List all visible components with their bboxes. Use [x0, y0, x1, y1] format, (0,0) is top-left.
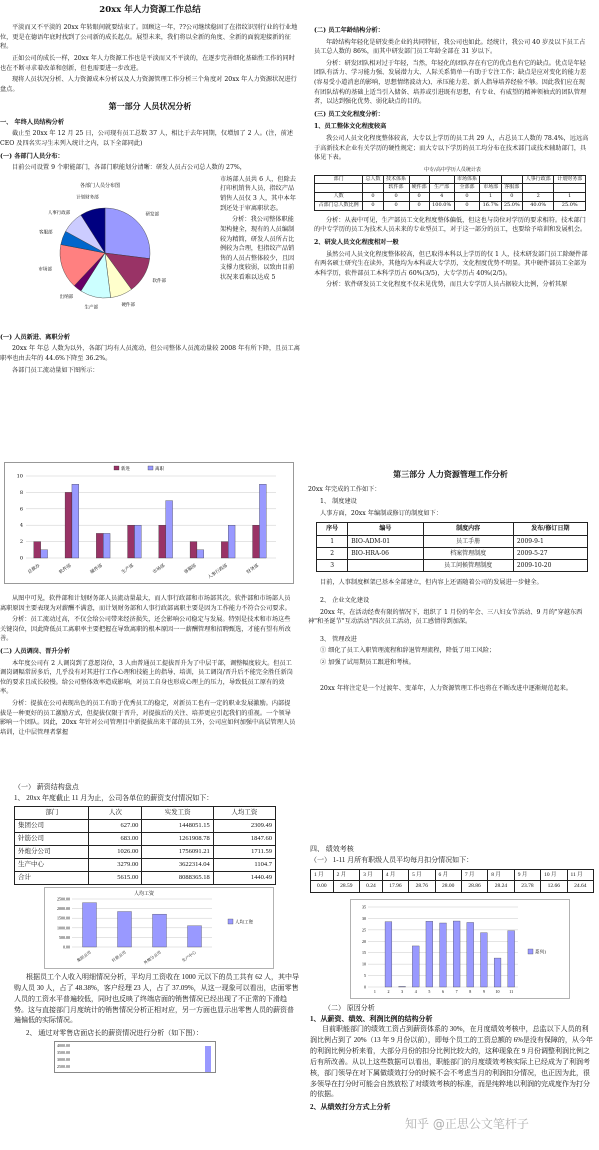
wage-ytick: 2000.00: [57, 906, 70, 912]
cause-paragraph: 目前职能部门的绩效工资占到薪资体系的 30%，在月度绩效考核中，总监以下人员的利润比例占到了 20%（13 年 9 月份以前），即每个员工的工资总额的 6%是没有保障的，从今年的利润比例分析来看，大部分月份的扣分比例比较大的，这种现象在 9 月份调整利润比例之后有所改善。从以上这些数据可以看出，职能部门的月度绩效考核实际上已经成为了利润考核，部门领导在对下属做绩效打分的时候不会不考虑当月的利润扣分情况，也正因为此，很多领导在打分时可能会自然放松了对绩效考核的标准，而是纯粹地以利润的完成度作为打分的依据。: [310, 1025, 593, 1099]
salary-cell: 1261908.78: [142, 832, 213, 845]
flow-bar-1-4: [166, 501, 173, 558]
flow-xlabel: 生产部: [121, 563, 135, 576]
store-manager-intro: 2、 通过对零售店面店长的薪资情况进行分析（如下图）：: [26, 1029, 203, 1038]
score-value: 28.24: [488, 881, 514, 893]
edu-row: [315, 201, 586, 210]
flow-bar-1-5: [197, 550, 204, 558]
policy-cell: [348, 560, 423, 572]
salary-cell: 683.00: [89, 832, 142, 845]
edu-cell: 全部部: [454, 184, 480, 193]
perf-ytick: 20: [362, 938, 366, 944]
flow-xlabel: 硬件部: [89, 563, 104, 576]
wage-ytick: 1000.00: [57, 925, 70, 931]
education-table-title: 中专/高中学历人员统计表: [424, 166, 481, 173]
salary-cell: 1104.7: [213, 858, 275, 871]
pie-label-6: 客服部: [38, 230, 53, 236]
perf-bar-6: [453, 921, 460, 987]
score-month: 7 月: [461, 869, 487, 881]
flow-xlabel: 财务部: [246, 563, 260, 576]
avg-wage-chart: [44, 887, 274, 969]
salary-cell: 合计: [15, 872, 89, 885]
salary-row: [15, 858, 276, 871]
salary-cell: 1847.60: [213, 832, 275, 845]
salary-row: [15, 819, 276, 832]
salary-cell: 8088365.18: [142, 872, 213, 885]
performance-heading: 四、 绩效考核: [310, 845, 354, 853]
pie-slice-0: [105, 208, 150, 259]
flow-bar-1-2: [103, 533, 110, 558]
edu-cell: 生产部: [429, 184, 454, 193]
edu-cell: 1: [554, 193, 586, 202]
flow-ytick: 10: [16, 473, 23, 480]
structure-analysis: 分析：我公司整体职能架构健全，现有的人员编制较为精简，研发人员所占比例较为合理，但指纹产品销售的人员占整体较少，且因支撑力度较弱，以致由目前状况来看难以达成 5: [220, 216, 295, 281]
wage-analysis: 根据员工个人收入明细情况分析，平均月工资收在 1000 元以下的员工共有 62 人，其中导购人员 30 人，占了 48.38%，客户经理 23 人，占了 37.09%，从这一现象可以看出，店面零售人员的工资水平普遍较低，同时也反映了终端店面的销售情况已经出现了不正常的下滑趋势。这与直接部门月度统计的销售情况分析正相对应，另一方面也显示出零售人员的薪资普遍偏低的实际情况。: [14, 973, 299, 1025]
salary-cell: 外炮分公司: [15, 845, 89, 858]
edu-cell: [554, 184, 586, 193]
edu-cell: [409, 175, 429, 184]
perf-ytick: 5: [364, 972, 366, 978]
edu-cell: 总人数: [363, 175, 383, 184]
wage-ytick: 2500.00: [57, 896, 70, 902]
policy-cell: 员工问候管理制度: [423, 560, 513, 572]
transfer-analysis: 分析：提拔在公司表现出色的员工有助于优秀员工的稳定，对新员工也有一定的职业发展激励。内部提拔是一种更好的员工激励方式，但提拔仅限于晋升，对提拔后的关注、培养更应引起我们的重视。一个领导影响一个团队。因此，20xx 年针对公司管理目中新提拔出来干部的员工外，公司应如何加强中高层管理人员培训，让中层管理者掌握: [0, 700, 296, 736]
policy-cell: 2009-9-1: [513, 535, 587, 547]
policy-cell: 1: [317, 535, 348, 547]
perf-bar-2: [399, 986, 406, 987]
score-month: 6 月: [435, 869, 461, 881]
wage-xlabel: 生产中心: [180, 949, 197, 964]
flow-legend-swatch: [148, 466, 153, 470]
cause-sub-1: 1、从薪资、绩效、利润比例的结构分析: [310, 1014, 433, 1023]
edu-cell: 技术体系: [383, 175, 409, 184]
edu-cell: [363, 184, 383, 193]
mgr-ytick: 3000.00: [57, 1057, 70, 1063]
edu-cell: 0: [454, 193, 480, 202]
avg-wage-chart-title: 人均工资: [134, 892, 155, 898]
perf-bar-9: [494, 958, 501, 987]
salary-cell: 生产中心: [15, 858, 89, 871]
score-value: 17.96: [382, 881, 408, 893]
salary-cell: 3622314.04: [142, 858, 213, 871]
flow-xlabel: 软件部: [58, 563, 73, 576]
age-paragraph: 年龄结构年轻化是研发类企业的共同特征，我公司也如此。经统计，我公司 40 岁及以下员工占员工总人数的 86%，而其中研发部门员工年龄全部在 31 岁以下。: [314, 38, 586, 56]
score-month: 1 月: [311, 869, 334, 881]
performance-intro: （一） 1-11 月所有职级人员平均每月扣分情况如下：: [310, 855, 474, 864]
wage-ytick: 500.00: [59, 934, 70, 940]
rd-education-analysis: 分析：软件研发员工文化程度不仅未见优势，而且大专学历人员占据较大比例，分析其原: [326, 281, 568, 289]
perf-xlabel: 6: [442, 988, 444, 994]
edu-cell: 0: [383, 193, 409, 202]
page-1-summary: [0, 0, 300, 442]
flow-legend-label: 新进: [121, 467, 130, 472]
performance-legend: 系列1: [535, 949, 547, 955]
improvement-heading: 3、 管理改进: [320, 635, 357, 643]
salary-row: [15, 872, 276, 885]
pie-label-3: 生产部: [84, 305, 99, 311]
age-analysis: 分析：研发团队相对过于年轻，当然，年轻化的团队存在有它的优点也有它的缺点。优点是年轻团队有活力、学习能力强、发展潜力大、人际关系简单一有助于专注工作；缺点是应对变化的能力差(容易受小道消息的影响，思想情绪波动大)、承压能力差、新人指导培养经验不够。因此我们应在现有团队结构的基础上适当引入储备、培养或引进既有思想，有专业、有威望的精神领袖式的团队管理者，以达到强化优势、弱化缺点的目的。: [314, 59, 587, 106]
rd-education-paragraph: 虽然公司人员文化程度整体较高，但已取得本科以上学历的仅 1 人，技术研发部门员工除硬件部有两名硕士研究生在读外，其他均为本科或大专学历，文化程度优势不明显。其中硬件部员工全部为本科学历，软件部员工本科学历占 60%(3/5)，大专学历占 40%(2/5)。: [314, 250, 588, 277]
intro-paragraph-1: 平淡而又不平淡的 20xx 年转眼间就要结束了。回顾这一年，??公司继续稳固了在指纹识别行业的行业地位，更是在德语年底时找到了公司新的成长起点。展望未来，我们将以全新的角度、全新的面貌迎接新的征程。: [0, 24, 298, 51]
edu-cell: 计划财务部: [554, 175, 586, 184]
salary-col-avg: 人均工资: [213, 806, 275, 819]
flow-ytick: 8: [19, 489, 23, 496]
edu-cell: 0: [409, 201, 429, 210]
edu-cell: 2: [522, 193, 554, 202]
score-month: 8 月: [488, 869, 514, 881]
watermark: 知乎 @正思公文笔杆子: [405, 1117, 529, 1131]
score-month: 2 月: [333, 869, 359, 881]
policy-table: [316, 522, 588, 572]
flow-bar-1-1: [72, 484, 79, 558]
flow-legend-swatch: [114, 466, 119, 470]
perf-xlabel: 10: [495, 988, 500, 994]
pie-label-5: 市场部: [38, 267, 52, 273]
mgr-ytick: 3500.00: [57, 1050, 70, 1056]
part-3-heading: 第三部分 人力资源管理工作分析: [393, 469, 508, 479]
perf-xlabel: 2: [387, 988, 390, 994]
part-1-heading: 第一部分 人员状况分析: [108, 101, 192, 112]
dept-distribution-paragraph: 目前公司设置 9 个职能部门，各部门职能划分清晰：研发人员占公司总人数的 27%，: [12, 164, 246, 172]
education-table: [314, 175, 586, 211]
avg-wage-legend: 人均工资: [235, 919, 253, 925]
salary-col-count: 人次: [89, 806, 142, 819]
page-3-turnover: [0, 442, 300, 780]
education-heading: (三) 员工文化程度分析：: [314, 110, 384, 118]
score-value: 28.86: [461, 881, 487, 893]
score-value: 0.24: [360, 881, 383, 893]
edu-cell: 客服部: [501, 184, 522, 193]
policy-cell: BIO-HRA-06: [348, 547, 423, 559]
flow-legend-label: 离职: [155, 467, 164, 472]
flow-ytick: 2: [19, 539, 23, 546]
edu-cell: 占部门总人数比例: [315, 201, 363, 210]
perf-xlabel: 3: [401, 988, 404, 994]
salary-intro: 1、 20xx 年度截止 11 月为止，公司各单位的薪资支付情况如下：: [14, 793, 214, 802]
perf-ytick: 35: [362, 904, 366, 910]
policy-cell: 2: [317, 547, 348, 559]
performance-bar-chart: [350, 899, 570, 999]
perf-ytick: 30: [362, 915, 366, 921]
policy-cell: 档案管理制度: [423, 547, 513, 559]
score-month: 10 月: [541, 869, 567, 881]
policy-intro: 人事方面，20xx 年编制或修订的制度如下：: [320, 509, 443, 517]
edu-cell: 16.7%: [480, 201, 501, 210]
transfer-paragraph: 本年度公司有 2 人调岗到了意愿岗位，3 人由普通员工提拔晋升为了中层干部，调整幅度较大。但员工调岗调幅常居多后，几乎没有对其进行工作心理和技能上的指导、培训，员工调岗/晋升后不能完全胜任新岗位的要求且成长较慢。给公司整体效率造成影响，对员工自身也形成心理上的压力，导致低员工原有的效率。: [0, 659, 293, 696]
pie-label-0: 研发部: [145, 212, 160, 218]
flow-ytick: 0: [19, 555, 23, 562]
closing-paragraph: 20xx 年将注定是一个过渡年、变革年，人力资源管理工作也将在不断改进中逐渐规范起来。: [320, 684, 572, 692]
flow-bar-1-7: [259, 484, 266, 558]
cause-heading: （二） 原因分析: [324, 1003, 375, 1012]
policy-row: [317, 547, 588, 559]
perf-xlabel: 9: [482, 988, 485, 994]
salary-cell: 集团公司: [15, 819, 89, 832]
turnover-analysis: 分析：员工流动过高，不仅会给公司带来经济损失，还会影响公司稳定与发展。特别是技术和市场这些关键岗位，因此降低员工离职率主要把握在导致离职的根本原因一一薪酬管理和招聘甄选，才能有望有所改善。: [0, 616, 291, 643]
pie-chart-title: 各部门人员分布图: [80, 182, 121, 189]
salary-cell: 1448051.15: [142, 819, 213, 832]
section-1-heading: 一、 年终人员结构分析: [0, 118, 65, 126]
score-month: 9 月: [514, 869, 540, 881]
score-value: 28.76: [409, 881, 435, 893]
flow-xlabel: 客服部: [183, 563, 198, 576]
wage-xlabel: 针筋公司: [110, 949, 127, 964]
policy-heading: 1、 制度建设: [320, 498, 357, 505]
edu-cell: 硬件部: [409, 184, 429, 193]
flow-xlabel: 市场部: [152, 563, 167, 576]
perf-bar-5: [440, 923, 447, 987]
edu-row: [315, 193, 586, 202]
policy-cell: 员工手册: [423, 535, 513, 547]
perf-ytick: 10: [362, 961, 366, 967]
avg-wage-legend-swatch: [228, 919, 233, 924]
dept-side-note: [220, 175, 298, 285]
wage-bar-0: [83, 903, 97, 947]
policy-cell: BIO-ADM-01: [348, 535, 423, 547]
flow-bar-0-3: [128, 525, 135, 558]
pie-label-2: 硬件部: [121, 302, 135, 308]
policy-col-date: 发布/修订日期: [513, 523, 587, 535]
flow-bar-0-6: [221, 542, 228, 558]
mgr-ytick: 2500.00: [57, 1064, 70, 1070]
pie-label-4: 出纳部: [59, 294, 74, 300]
policy-col-content: 制度内容: [423, 523, 513, 535]
wage-bar-1: [118, 912, 132, 947]
edu-cell: 软件部: [383, 184, 409, 193]
education-sub-2: 2、研发人员文化程度相对一般: [314, 238, 399, 246]
salary-cell: 针筋公司: [15, 832, 89, 845]
flow-ytick: 6: [19, 506, 23, 513]
perf-xlabel: 5: [428, 988, 431, 994]
salary-cell: 1440.49: [213, 872, 275, 885]
policy-row: [317, 535, 588, 547]
score-value: 12.66: [541, 881, 567, 893]
dept-pie-chart: [10, 175, 210, 325]
turnover-chart-analysis: 从图中可见，软件部和计划财务部人员流动量最大，而人事行政部和市场部其次。软件部和市场部人员离职原因主要表现为对薪酬不满意，而计划财务部和人事行政部离职主要是因为工作能力不符合公司要求。: [0, 595, 291, 612]
culture-heading: 2、 企业文化建设: [320, 597, 370, 605]
flow-bar-0-1: [65, 492, 72, 558]
flow-bar-0-5: [190, 542, 197, 558]
perf-bar-8: [481, 932, 488, 986]
store-manager-chart-stub: [54, 1041, 216, 1073]
wage-ytick: 0.00: [63, 944, 70, 950]
headcount-paragraph: 截止至 20xx 年 12 月 25 日，公司现有员工总数 37 人，相比于去年同期，仅增加了 2 人。(注，前述 CEO 及四名实习生未列入统计之内，以下全部同此): [0, 130, 294, 148]
salary-cell: 5615.00: [89, 872, 142, 885]
marketing-note: 市场部人员共 6 人，但除去打印机销售人员，指纹产品销售人员仅 3 人，其中本年到还处于审离职状态。: [220, 175, 296, 212]
salary-cell: 627.00: [89, 819, 142, 832]
edu-cell: 人事行政部: [522, 175, 554, 184]
perf-xlabel: 8: [469, 988, 472, 994]
intro-paragraph-3: 现将人员状况分析、人力资源成本分析以及人力资源管理工作分析三个角度对 20xx 年人力资源状况进行盘点。: [0, 76, 297, 93]
intro-paragraph-2: 正如公司的成长一样，20xx 年人力资源工作也是平淡而又不平淡的，在逐步完善细化基础性工作的同时也在不断寻求着改革和创新，但也需要进一步改进。: [0, 55, 295, 72]
policy-cell: 2009-5-27: [513, 547, 587, 559]
wage-bar-3: [188, 926, 202, 947]
culture-paragraph: 20xx 年，在活动经费有限的情况下，组织了 1 月份的年会、三八妇女节活动、9 月的"穿越东西神"和圣诞节"互动活动"四次员工活动，员工感情得到加深。: [308, 608, 583, 626]
edu-cell: 1: [480, 193, 501, 202]
flow-xlabel: 人事行政部: [207, 563, 229, 581]
edu-cell: [429, 175, 454, 184]
perf-bar-3: [412, 946, 419, 987]
cause-sub-2: 2、从绩效打分方式上分析: [310, 1103, 391, 1112]
page-4-hr-management: [300, 442, 599, 780]
dept-distribution-heading: (一) 各部门人员分布：: [0, 152, 64, 160]
policy-col-code: 编号: [348, 523, 423, 535]
perf-bar-4: [426, 921, 433, 987]
pie-label-7: 人事行政部: [47, 210, 71, 216]
edu-cell: 部门: [315, 175, 363, 184]
flow-bar-0-0: [34, 542, 41, 558]
salary-row: [15, 845, 276, 858]
improvement-item-1: ① 细化了员工入职管理流程和辞退管理流程，降低了用工风险；: [320, 647, 496, 655]
score-value: 24.64: [567, 881, 594, 893]
edu-cell: 0: [383, 201, 409, 210]
work-intro: 20xx 年完成的工作如下：: [308, 486, 381, 494]
page-2-age-education: [300, 0, 599, 442]
flow-bar-0-2: [96, 533, 103, 558]
wage-bar-2: [153, 914, 167, 947]
page-6-performance: [300, 780, 599, 1150]
perf-ytick: 15: [362, 949, 366, 955]
pie-label-8: 计划财务部: [76, 195, 99, 201]
score-month: 5 月: [409, 869, 435, 881]
score-month: 11 月: [567, 869, 594, 881]
salary-cell: 1756091.21: [142, 845, 213, 858]
perf-ytick: 0: [364, 984, 366, 990]
policy-summary: 目前，人事制度框架已基本全部建立，但内容上还需随着公司的发展进一步健全。: [320, 579, 543, 587]
score-month: 4 月: [382, 869, 408, 881]
pie-label-1: 软件部: [152, 278, 166, 284]
salary-col-total: 实发工资: [142, 806, 213, 819]
turnover-chart-intro: 各部门员工流动量如下图所示：: [12, 366, 99, 374]
education-sub-1: 1、员工整体文化程度较高: [314, 123, 387, 131]
edu-cell: 0: [501, 193, 522, 202]
score-value: 28.59: [333, 881, 359, 893]
score-table: [310, 869, 594, 893]
turnover-bar-chart: [4, 462, 294, 584]
wage-xlabel: 集团公司: [75, 949, 92, 964]
edu-cell: 4: [429, 193, 454, 202]
page-5-salary: [0, 780, 300, 1150]
edu-cell: 0: [454, 201, 480, 210]
edu-cell: 100.0%: [429, 201, 454, 210]
flow-bar-1-6: [228, 525, 235, 558]
perf-xlabel: 7: [455, 988, 458, 994]
perf-bar-1: [385, 921, 392, 986]
edu-cell: [522, 184, 554, 193]
salary-heading: （一） 薪资结构盘点: [14, 783, 79, 791]
score-month: 3 月: [360, 869, 383, 881]
perf-xlabel: 1: [373, 988, 376, 994]
edu-cell: 0: [363, 193, 383, 202]
edu-cell: 人数: [315, 193, 363, 202]
edu-cell: [480, 175, 501, 184]
transfer-heading: (二) 人员调岗、晋升分析: [0, 648, 70, 656]
age-heading: (二) 员工年龄结构分析：: [314, 27, 384, 34]
policy-cell: 2009-10-20: [513, 560, 587, 572]
edu-cell: 40.0%: [522, 201, 554, 210]
salary-cell: 2309.49: [213, 819, 275, 832]
mgr-ytick: 4000.00: [57, 1043, 70, 1049]
policy-col-no: 序号: [317, 523, 348, 535]
turnover-heading: (一) 人员新进、离职分析: [0, 333, 70, 341]
perf-xlabel: 4: [414, 988, 417, 994]
edu-cell: [315, 184, 363, 193]
salary-cell: 1026.00: [89, 845, 142, 858]
flow-bar-1-0: [41, 550, 48, 558]
salary-cell: 3279.00: [89, 858, 142, 871]
perf-bar-7: [467, 922, 474, 987]
flow-bar-1-3: [134, 525, 141, 558]
performance-legend-swatch: [528, 949, 533, 954]
edu-cell: [501, 175, 522, 184]
policy-row: [317, 560, 588, 572]
turnover-paragraph: 20xx 年 年总 人数为以外，各部门均有人员流动，但公司整体人员流动量较 2008 年有所下降，且员工离职率也由去年的 44.6%下降至 36.2%。: [0, 345, 300, 363]
score-value: 0.00: [311, 881, 334, 893]
score-value: 28.00: [435, 881, 461, 893]
flow-xlabel: 总裁办: [27, 563, 42, 576]
wage-ytick: 1500.00: [57, 915, 70, 921]
education-paragraph: 我公司人员文化程度整体较高，大专以上学历的员工共 29 人，占总员工人数的 78.4%，远远高于高新技术企业有关学历的硬性规定；而大专以下学历的员工均分布在技术部门或技术辅助部门，具体见下表。: [314, 135, 589, 162]
edu-cell: 25.0%: [554, 201, 586, 210]
edu-cell: 25.0%: [501, 201, 522, 210]
flow-ytick: 4: [19, 522, 23, 529]
salary-row: [15, 832, 276, 845]
perf-ytick: 25: [362, 927, 366, 933]
document-title: 20xx 年人力资源工作总结: [99, 5, 201, 15]
score-value: 23.78: [514, 881, 540, 893]
store-manager-bar: [205, 1046, 211, 1072]
edu-row: [315, 175, 586, 184]
edu-cell: 市场体系: [454, 175, 480, 184]
edu-cell: 0: [363, 201, 383, 210]
edu-row: [315, 184, 586, 193]
salary-table: [14, 806, 276, 885]
flow-bar-0-4: [159, 525, 166, 558]
salary-col-dept: 部门: [15, 806, 89, 819]
edu-cell: 0: [409, 193, 429, 202]
salary-cell: 1711.59: [213, 845, 275, 858]
improvement-item-2: ② 加强了试用期员工跟进和考核。: [320, 659, 415, 667]
policy-cell: 3: [317, 560, 348, 572]
perf-bar-10: [508, 930, 515, 986]
edu-cell: 市场部: [480, 184, 501, 193]
perf-xlabel: 11: [509, 988, 514, 994]
flow-bar-0-7: [253, 525, 260, 558]
education-analysis: 分析：从表中可见，生产部员工文化程度整体偏低，但这也与岗位对学历的要求相符。技术部门的中专学历的员工为技术人员未来的专业型员工，对于这一部分的员工，也要给予培训和发展机会。: [314, 216, 587, 234]
wage-xlabel: 外炮分公司: [142, 949, 162, 966]
